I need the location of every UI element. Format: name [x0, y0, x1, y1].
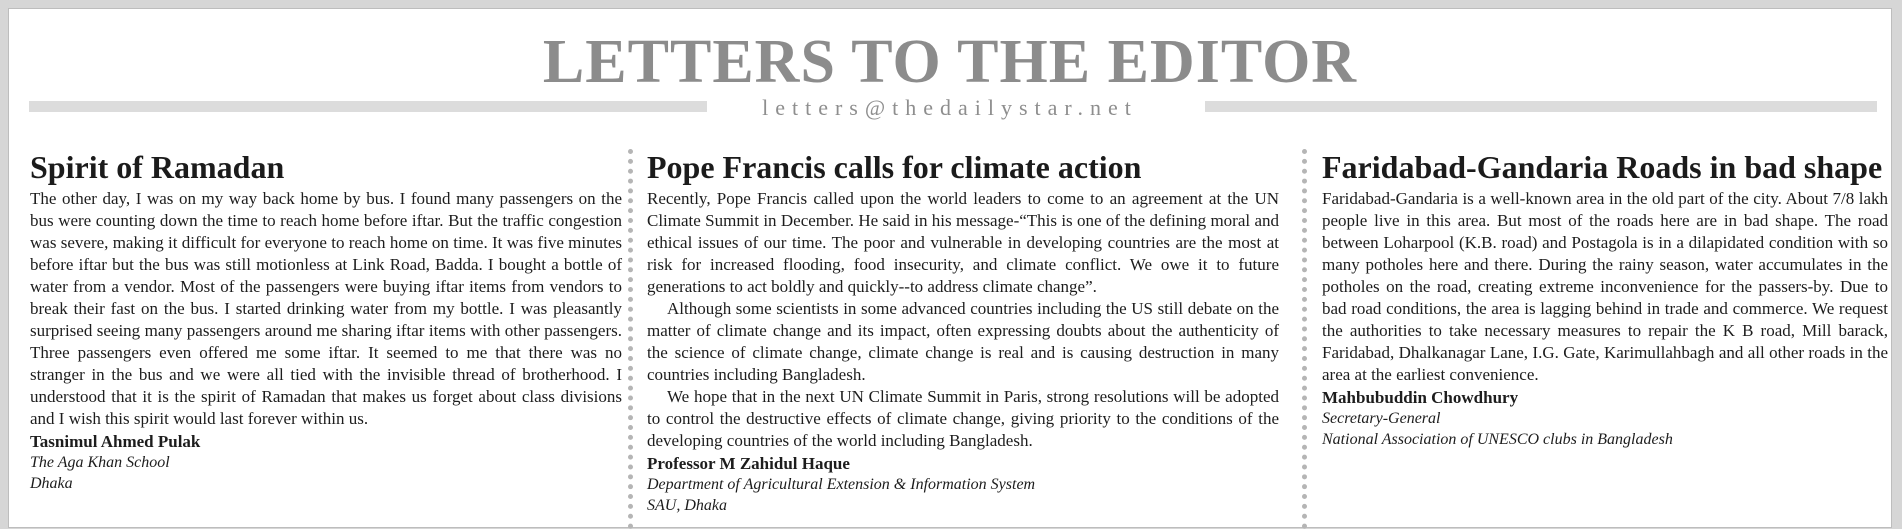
letter-paragraph: Recently, Pope Francis called upon the world leaders to come to an agreement at the UN Climate Summit in December. He said in his message-“This is one of the defining moral and ethical issues of our time. The poor and vulnerable in developing countries are the most at risk for increased flooding, food insecurity, and climate conflict. We owe it to future generations to act boldly and quickly--to address climate change”. [647, 189, 1279, 296]
letter-paragraph: Faridabad-Gandaria is a well-known area in the old part of the city. About 7/8 lakh people live in this area. But most of the roads here are in bad shape. The road between Loharpool (K.B. road) and Postagola is in a dilapidated condition with so many potholes here and there. During the rainy season, water accumulates in the potholes on the road, creating extreme inconvenience for the passers-by. Due to bad road conditions, the area is lagging behind in trade and commerce. We request the authorities to take necessary measures to repair the K B road, Mill barack, Faridabad, Dhalkanagar Lane, I.G. Gate, Karimullahbagh and all other roads in the area at the earliest convenience. [1322, 189, 1888, 384]
letter-affiliation: Secretary-General [1322, 410, 1441, 427]
letter-location: National Association of UNESCO clubs in Bangladesh [1322, 431, 1673, 448]
letter-body [30, 188, 622, 430]
letter-affiliation: The Aga Khan School [30, 454, 170, 471]
letter-paragraph: Although some scientists in some advanced countries including the US still debate on the matter of climate change and its impact, often expressing doubts about the authenticity of the science of climate change, climate change is real and is causing destruction in many countries including Bangladesh. [647, 299, 1279, 384]
letter-author: Professor M Zahidul Haque [647, 454, 850, 473]
letter-column-2 [647, 149, 1279, 516]
letter-paragraph: We hope that in the next UN Climate Summit in Paris, strong resolutions will be adopted to control the destructive effects of climate change, giving priority to the conditions of the developing countries of the world including Bangladesh. [647, 387, 1279, 450]
column-divider [1302, 149, 1307, 529]
contact-email: letters@thedailystar.net [762, 95, 1138, 120]
letter-headline: Pope Francis calls for climate action [647, 149, 1142, 185]
letter-location: Dhaka [30, 475, 73, 492]
letter-body [647, 188, 1279, 452]
letter-headline: Spirit of Ramadan [30, 149, 285, 185]
letter-column-1 [30, 149, 622, 494]
letter-headline: Faridabad-Gandaria Roads in bad shape [1322, 149, 1883, 185]
column-divider [628, 149, 633, 529]
letter-column-3 [1322, 149, 1888, 450]
letter-location: SAU, Dhaka [647, 497, 727, 514]
letter-affiliation: Department of Agricultural Extension & Information System [647, 476, 1036, 493]
section-title: LETTERS TO THE EDITOR [542, 28, 1358, 96]
letter-author: Tasnimul Ahmed Pulak [30, 432, 201, 451]
letter-body [1322, 188, 1888, 386]
letter-author: Mahbubuddin Chowdhury [1322, 388, 1519, 407]
letter-paragraph: The other day, I was on my way back home by bus. I found many passengers on the bus were counting down the time to reach home before iftar. But the traffic congestion was severe, making it difficult for everyone to reach home on time. It was five minutes before iftar but the bus was still motionless at Link Road, Badda. I bought a bottle of water from a vendor. Most of the passengers were buying iftar items from vendors to break their fast on the bus. I started drinking water from my bottle. I was pleasantly surprised seeing many passengers around me sharing iftar items with other passengers. Three passengers even offered me some iftar. It seemed to me that there was no stranger in the bus and we were all tied with the invisible thread of brotherhood. I understood that it is the spirit of Ramadan that makes us forget about class divisions and I wish this spirit would last forever within us. [30, 189, 622, 428]
newspaper-page [8, 8, 1892, 528]
